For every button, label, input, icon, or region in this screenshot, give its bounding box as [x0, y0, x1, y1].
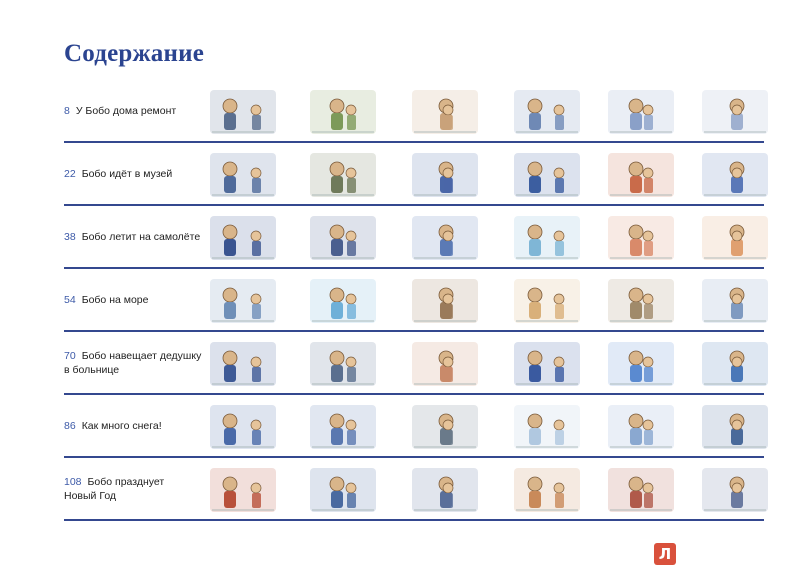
toc-entry[interactable] — [64, 80, 204, 141]
illustration-thumbnail[interactable] — [604, 147, 678, 201]
illustration-thumbnail[interactable] — [698, 336, 772, 390]
illustration-thumbnail[interactable] — [604, 210, 678, 264]
illustration-thumbnail[interactable] — [604, 84, 678, 138]
chapter-title: Как много снега! — [81, 419, 162, 432]
illustration-thumbnail[interactable] — [408, 273, 482, 327]
illustration-thumbnail[interactable] — [206, 147, 280, 201]
illustration-thumbnail[interactable] — [408, 84, 482, 138]
illustration-thumbnail[interactable] — [306, 147, 380, 201]
illustration-thumbnail[interactable] — [306, 273, 380, 327]
illustration-thumbnail[interactable] — [510, 462, 584, 516]
page-number: 86 — [64, 419, 76, 432]
illustration-thumbnail[interactable] — [408, 336, 482, 390]
illustration-thumbnail[interactable] — [408, 462, 482, 516]
chapter-title: Бобо летит на самолёте — [81, 230, 201, 243]
illustration-thumbnail[interactable] — [206, 273, 280, 327]
illustration-thumbnail[interactable] — [698, 210, 772, 264]
chapter-title-line2: Новый Год — [64, 489, 117, 502]
illustration-thumbnail[interactable] — [206, 336, 280, 390]
toc-entry[interactable] — [64, 143, 204, 204]
illustration-thumbnail[interactable] — [206, 84, 280, 138]
page-number: 54 — [64, 293, 76, 306]
toc-row[interactable] — [64, 80, 764, 143]
illustration-thumbnail[interactable] — [510, 273, 584, 327]
illustration-strip — [206, 210, 764, 264]
illustration-strip — [206, 273, 764, 327]
toc-row[interactable] — [64, 332, 764, 395]
illustration-thumbnail[interactable] — [306, 462, 380, 516]
publisher-logo: Л — [654, 543, 676, 565]
chapter-title-line2: в больнице — [64, 363, 120, 376]
chapter-title: Бобо на море — [81, 293, 149, 306]
illustration-thumbnail[interactable] — [604, 462, 678, 516]
toc-entry[interactable] — [64, 206, 204, 267]
chapter-title: Бобо празднует — [87, 475, 165, 488]
illustration-thumbnail[interactable] — [510, 147, 584, 201]
toc-row[interactable] — [64, 269, 764, 332]
chapter-title: У Бобо дома ремонт — [75, 104, 177, 117]
illustration-thumbnail[interactable] — [604, 273, 678, 327]
page-number: 70 — [64, 349, 76, 362]
table-of-contents — [64, 80, 764, 521]
illustration-thumbnail[interactable] — [698, 273, 772, 327]
toc-row[interactable] — [64, 395, 764, 458]
illustration-thumbnail[interactable] — [408, 147, 482, 201]
illustration-strip — [206, 462, 764, 516]
illustration-thumbnail[interactable] — [698, 147, 772, 201]
illustration-thumbnail[interactable] — [306, 399, 380, 453]
illustration-thumbnail[interactable] — [698, 399, 772, 453]
chapter-title: Бобо навещает дедушку — [81, 349, 202, 362]
illustration-thumbnail[interactable] — [206, 462, 280, 516]
illustration-thumbnail[interactable] — [306, 336, 380, 390]
toc-entry[interactable] — [64, 269, 204, 330]
toc-entry[interactable] — [64, 395, 204, 456]
illustration-thumbnail[interactable] — [206, 399, 280, 453]
illustration-strip — [206, 336, 764, 390]
page-title: Содержание — [64, 40, 205, 67]
illustration-thumbnail[interactable] — [604, 399, 678, 453]
illustration-thumbnail[interactable] — [510, 336, 584, 390]
toc-entry[interactable] — [64, 458, 204, 519]
toc-row[interactable] — [64, 206, 764, 269]
toc-row[interactable] — [64, 458, 764, 521]
page-number: 38 — [64, 230, 76, 243]
illustration-thumbnail[interactable] — [510, 399, 584, 453]
illustration-thumbnail[interactable] — [698, 84, 772, 138]
illustration-thumbnail[interactable] — [698, 462, 772, 516]
illustration-strip — [206, 84, 764, 138]
chapter-title: Бобо идёт в музей — [81, 167, 173, 180]
illustration-thumbnail[interactable] — [306, 210, 380, 264]
page-number: 22 — [64, 167, 76, 180]
illustration-thumbnail[interactable] — [408, 210, 482, 264]
illustration-thumbnail[interactable] — [306, 84, 380, 138]
illustration-thumbnail[interactable] — [206, 210, 280, 264]
illustration-thumbnail[interactable] — [604, 336, 678, 390]
illustration-strip — [206, 147, 764, 201]
illustration-thumbnail[interactable] — [510, 84, 584, 138]
illustration-strip — [206, 399, 764, 453]
illustration-thumbnail[interactable] — [510, 210, 584, 264]
page-number: 108 — [64, 475, 82, 488]
page-number: 8 — [64, 104, 70, 117]
toc-entry[interactable] — [64, 332, 204, 393]
toc-row[interactable] — [64, 143, 764, 206]
illustration-thumbnail[interactable] — [408, 399, 482, 453]
